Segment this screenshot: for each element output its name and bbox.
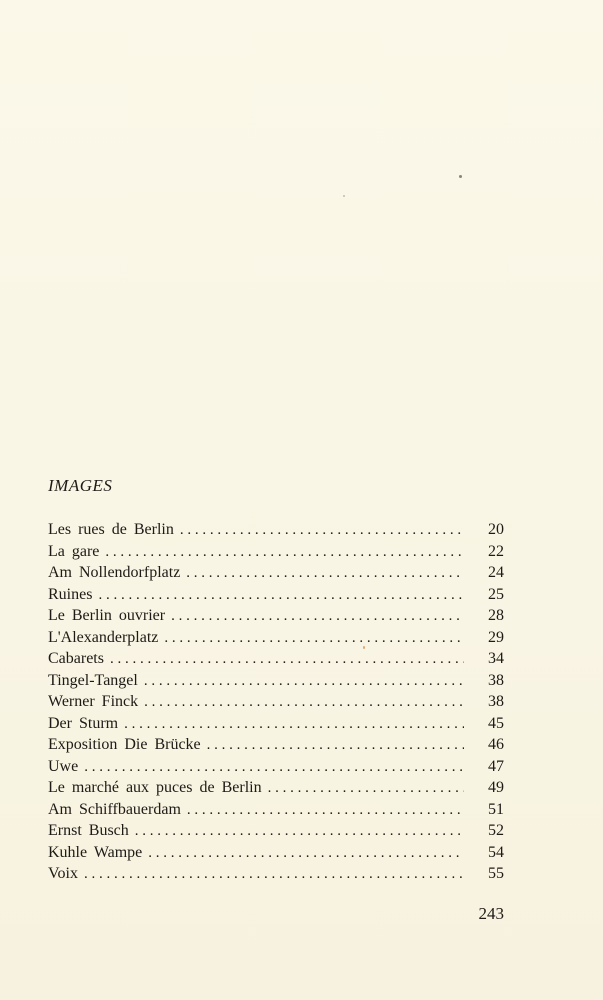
toc-entry xyxy=(48,584,504,606)
toc-entry xyxy=(48,756,504,778)
entry-page: 25 xyxy=(488,585,504,603)
dot-leader xyxy=(84,863,464,885)
dot-leader xyxy=(98,584,464,606)
entry-title: Tingel-Tangel xyxy=(48,671,138,689)
toc-entry xyxy=(48,627,504,649)
toc-entry xyxy=(48,648,504,670)
entry-title: Der Sturm xyxy=(48,714,119,732)
toc-entry xyxy=(48,713,504,735)
dot-leader xyxy=(110,648,464,670)
dot-leader xyxy=(148,842,464,864)
entry-title: Ernst Busch xyxy=(48,822,129,839)
entry-page: 55 xyxy=(488,865,504,882)
toc-entry xyxy=(48,562,504,584)
entry-page: 49 xyxy=(488,779,504,796)
entry-title: Am Nollendorfplatz xyxy=(48,564,181,581)
dot-leader xyxy=(207,734,464,756)
entry-page: 52 xyxy=(488,822,504,839)
entry-page: 54 xyxy=(488,843,504,861)
toc-entry xyxy=(48,691,504,713)
entry-title: L'Alexanderplatz xyxy=(48,628,159,646)
entry-page: 28 xyxy=(488,607,504,624)
dot-leader xyxy=(268,777,464,799)
dot-leader xyxy=(144,670,464,692)
dot-leader xyxy=(164,627,464,649)
toc-entry xyxy=(48,605,504,627)
section-heading: IMAGES xyxy=(48,476,113,495)
entry-page: 38 xyxy=(488,693,504,710)
entry-page: 45 xyxy=(488,714,504,732)
entry-page: 24 xyxy=(488,564,504,581)
entry-page: 38 xyxy=(488,671,504,689)
dot-leader xyxy=(180,519,464,541)
entry-title: Le Berlin ouvrier xyxy=(48,607,166,624)
toc-entry xyxy=(48,734,504,756)
entry-title: La gare xyxy=(48,542,100,560)
paper-speck xyxy=(459,175,462,178)
entry-page: 51 xyxy=(488,800,504,818)
entry-title: Ruines xyxy=(48,585,93,603)
toc-entry xyxy=(48,842,504,864)
entry-title: Werner Finck xyxy=(48,693,139,710)
entry-title: Les rues de Berlin xyxy=(48,521,174,538)
entry-title: Uwe xyxy=(48,757,79,775)
entry-title: Exposition Die Brücke xyxy=(48,736,201,753)
toc-entry xyxy=(48,820,504,842)
entry-page: 22 xyxy=(488,542,504,560)
entry-title: Le marché aux puces de Berlin xyxy=(48,779,262,796)
table-of-contents xyxy=(48,519,504,885)
dot-leader xyxy=(187,799,464,821)
paper-speck xyxy=(343,195,345,197)
dot-leader xyxy=(105,541,464,563)
toc-entry xyxy=(48,519,504,541)
entry-page: 47 xyxy=(488,757,504,775)
toc-entry xyxy=(48,777,504,799)
toc-entry xyxy=(48,799,504,821)
toc-entry xyxy=(48,863,504,885)
toc-entry xyxy=(48,670,504,692)
entry-page: 29 xyxy=(488,628,504,646)
dot-leader xyxy=(186,562,464,584)
entry-page: 20 xyxy=(488,521,504,538)
dot-leader xyxy=(124,713,464,735)
dot-leader xyxy=(135,820,464,842)
dot-leader xyxy=(84,756,464,778)
dot-leader xyxy=(144,691,464,713)
entry-title: Am Schiffbauerdam xyxy=(48,800,181,818)
page-number: 243 xyxy=(478,904,504,923)
dot-leader xyxy=(171,605,464,627)
entry-title: Kuhle Wampe xyxy=(48,843,143,861)
entry-title: Cabarets xyxy=(48,650,104,667)
entry-title: Voix xyxy=(48,865,78,882)
entry-page: 34 xyxy=(488,650,504,667)
toc-entry xyxy=(48,541,504,563)
entry-page: 46 xyxy=(488,736,504,753)
